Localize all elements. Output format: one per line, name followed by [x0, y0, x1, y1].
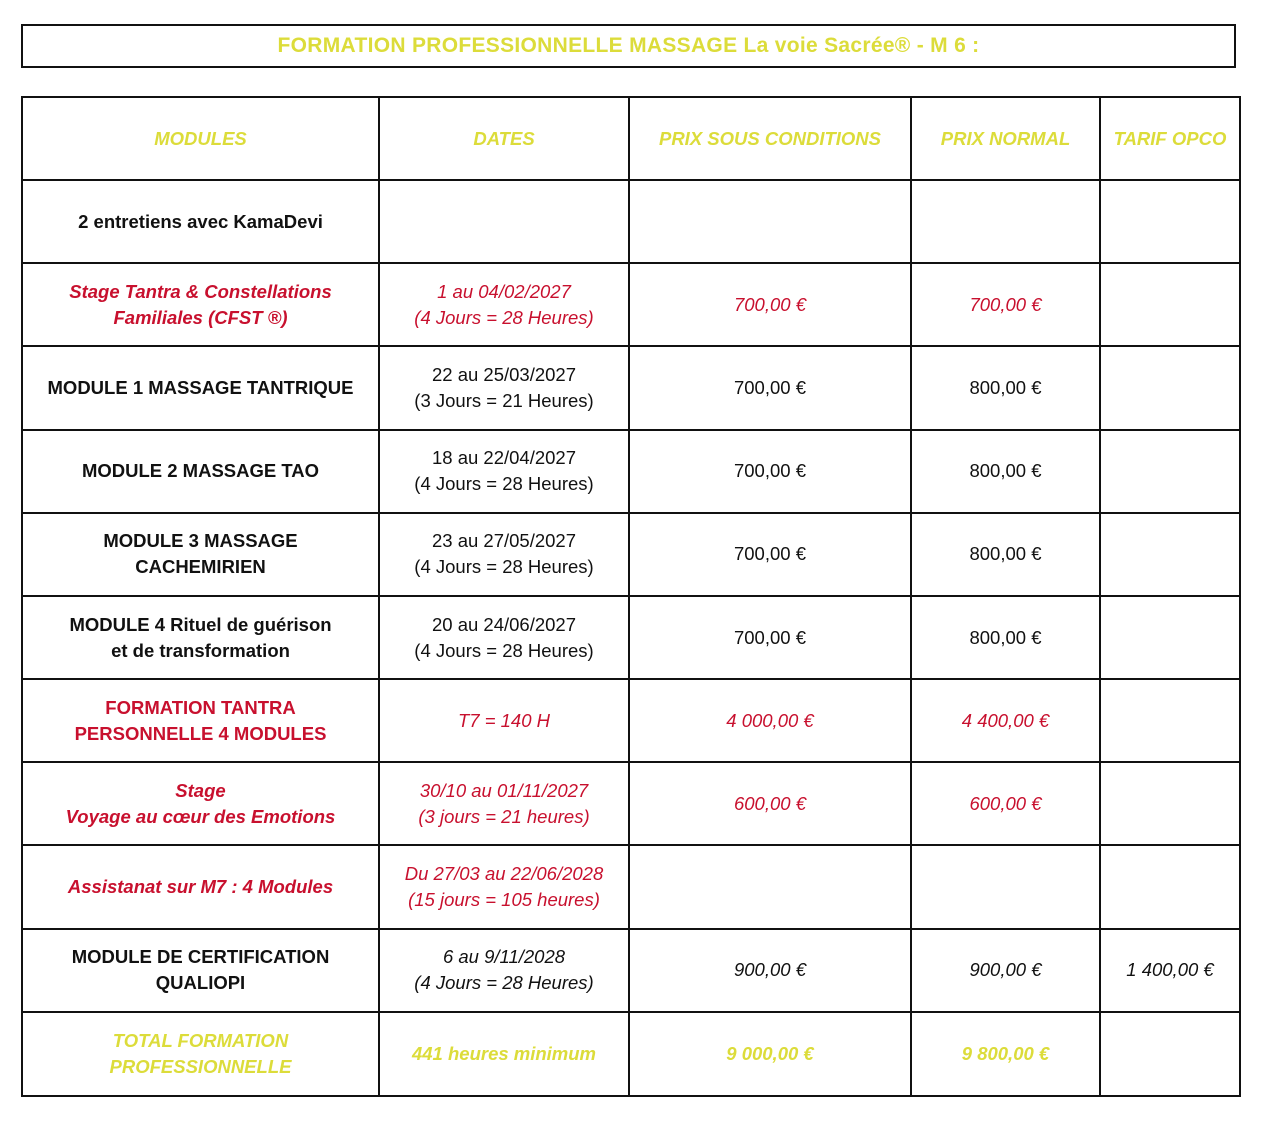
dates-line: 18 au 22/04/2027	[431, 447, 577, 469]
dates-cell	[379, 180, 629, 263]
header-prix-normal: PRIX NORMAL	[911, 97, 1100, 180]
prix-normal-cell: 900,00 €	[911, 929, 1100, 1012]
table-row	[22, 845, 1240, 928]
table-row	[22, 596, 1240, 679]
prix-conditions-cell: 700,00 €	[629, 263, 911, 346]
dates-line: (4 Jours = 28 Heures)	[414, 556, 594, 578]
header-tarif-opco: TARIF OPCO	[1100, 97, 1240, 180]
dates-line: (3 jours = 21 heures)	[418, 805, 590, 827]
header-row	[22, 97, 1240, 180]
dates-line: (4 Jours = 28 Heures)	[414, 639, 594, 661]
total-label-cell	[22, 1012, 379, 1096]
prix-conditions-cell: 700,00 €	[629, 513, 911, 596]
module-cell	[22, 929, 379, 1012]
dates-cell	[379, 845, 629, 928]
module-line: MODULE 1 MASSAGE TANTRIQUE	[47, 377, 354, 399]
prix-conditions-cell	[629, 845, 911, 928]
prix-conditions-cell: 4 000,00 €	[629, 679, 911, 762]
module-line: PERSONNELLE 4 MODULES	[74, 722, 327, 744]
pricing-table	[21, 96, 1241, 1097]
header-prix-conditions: PRIX SOUS CONDITIONS	[629, 97, 911, 180]
dates-cell	[379, 929, 629, 1012]
table-row	[22, 929, 1240, 1012]
module-cell	[22, 180, 379, 263]
tarif-opco-cell	[1100, 346, 1240, 429]
dates-line: 22 au 25/03/2027	[431, 364, 577, 386]
module-cell	[22, 762, 379, 845]
prix-conditions-cell: 700,00 €	[629, 596, 911, 679]
prix-normal-cell: 800,00 €	[911, 346, 1100, 429]
prix-normal-cell: 800,00 €	[911, 513, 1100, 596]
tarif-opco-cell	[1100, 180, 1240, 263]
prix-normal-cell: 800,00 €	[911, 596, 1100, 679]
module-line: MODULE 3 MASSAGE	[103, 530, 298, 552]
prix-conditions-cell: 900,00 €	[629, 929, 911, 1012]
dates-line: (4 Jours = 28 Heures)	[414, 473, 594, 495]
dates-cell	[379, 346, 629, 429]
dates-cell	[379, 430, 629, 513]
module-cell	[22, 346, 379, 429]
title-box	[21, 24, 1236, 68]
dates-line: 1 au 04/02/2027	[437, 280, 571, 302]
dates-line: Du 27/03 au 22/06/2028	[404, 862, 604, 884]
tarif-opco-cell	[1100, 513, 1240, 596]
dates-line: 30/10 au 01/11/2027	[419, 779, 589, 801]
table-row	[22, 263, 1240, 346]
total-dates-cell: 441 heures minimum	[379, 1012, 629, 1096]
prix-conditions-cell: 700,00 €	[629, 430, 911, 513]
module-line: Stage	[175, 779, 226, 801]
module-cell	[22, 263, 379, 346]
prix-normal-cell	[911, 845, 1100, 928]
module-line: QUALIOPI	[155, 972, 246, 994]
prix-normal-cell: 800,00 €	[911, 430, 1100, 513]
prix-normal-cell: 4 400,00 €	[911, 679, 1100, 762]
module-line: MODULE 4 Rituel de guérison	[69, 613, 332, 635]
module-cell	[22, 845, 379, 928]
dates-line: 20 au 24/06/2027	[431, 613, 577, 635]
prix-conditions-cell: 600,00 €	[629, 762, 911, 845]
prix-normal-cell	[911, 180, 1100, 263]
dates-cell	[379, 263, 629, 346]
module-cell	[22, 679, 379, 762]
table-row	[22, 180, 1240, 263]
module-line: MODULE 2 MASSAGE TAO	[81, 460, 320, 482]
dates-cell	[379, 679, 629, 762]
dates-line: 23 au 27/05/2027	[431, 530, 577, 552]
table-row	[22, 430, 1240, 513]
total-label-line: PROFESSIONNELLE	[109, 1055, 292, 1077]
prix-normal-cell: 600,00 €	[911, 762, 1100, 845]
module-line: 2 entretiens avec KamaDevi	[78, 210, 323, 232]
module-line: CACHEMIRIEN	[135, 556, 266, 578]
total-prix-conditions-cell: 9 000,00 €	[629, 1012, 911, 1096]
table-row	[22, 762, 1240, 845]
module-line: MODULE DE CERTIFICATION	[71, 946, 330, 968]
dates-line: (4 Jours = 28 Heures)	[414, 972, 594, 994]
dates-line: (3 Jours = 21 Heures)	[414, 390, 594, 412]
dates-cell	[379, 513, 629, 596]
header-dates: DATES	[379, 97, 629, 180]
tarif-opco-cell	[1100, 430, 1240, 513]
dates-line: (15 jours = 105 heures)	[408, 888, 600, 910]
dates-line: 6 au 9/11/2028	[442, 946, 566, 968]
total-label-line: TOTAL FORMATION	[112, 1029, 289, 1051]
module-line: FORMATION TANTRA	[105, 696, 296, 718]
page-title: FORMATION PROFESSIONNELLE MASSAGE La voie Sacrée® - M 6 :	[277, 34, 980, 57]
total-tarif-opco-cell	[1100, 1012, 1240, 1096]
header-modules: MODULES	[22, 97, 379, 180]
dates-cell	[379, 596, 629, 679]
module-cell	[22, 430, 379, 513]
prix-conditions-cell: 700,00 €	[629, 346, 911, 429]
module-line: et de transformation	[111, 639, 290, 661]
tarif-opco-cell	[1100, 263, 1240, 346]
dates-line: T7 = 140 H	[457, 709, 551, 731]
prix-normal-cell: 700,00 €	[911, 263, 1100, 346]
tarif-opco-cell	[1100, 596, 1240, 679]
module-line: Familiales (CFST ®)	[113, 306, 288, 328]
prix-conditions-cell	[629, 180, 911, 263]
table-row	[22, 513, 1240, 596]
dates-cell	[379, 762, 629, 845]
table-row	[22, 346, 1240, 429]
table-row	[22, 679, 1240, 762]
module-line: Stage Tantra & Constellations	[69, 280, 332, 302]
dates-line: (4 Jours = 28 Heures)	[414, 306, 594, 328]
module-cell	[22, 596, 379, 679]
module-cell	[22, 513, 379, 596]
total-prix-normal-cell: 9 800,00 €	[911, 1012, 1100, 1096]
tarif-opco-cell	[1100, 762, 1240, 845]
module-line: Voyage au cœur des Emotions	[65, 805, 336, 827]
tarif-opco-cell	[1100, 845, 1240, 928]
tarif-opco-cell: 1 400,00 €	[1100, 929, 1240, 1012]
module-line: Assistanat sur M7 : 4 Modules	[67, 875, 334, 897]
total-row	[22, 1012, 1240, 1096]
tarif-opco-cell	[1100, 679, 1240, 762]
